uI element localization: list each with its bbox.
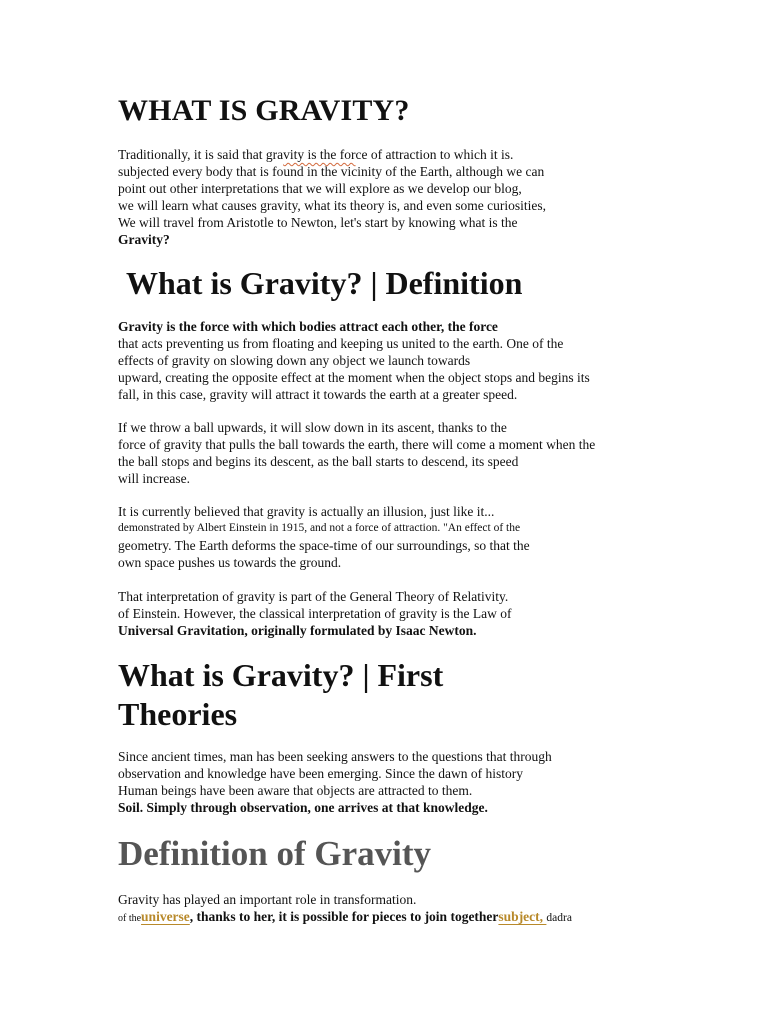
text-line: That interpretation of gravity is part of the General Theory of Relativity.: [118, 589, 509, 604]
text-line: effects of gravity on slowing down any object we launch towards: [118, 353, 471, 368]
page-title: WHAT IS GRAVITY?: [118, 94, 410, 127]
text-line: Human beings have been aware that objects are attracted to them.: [118, 783, 473, 798]
text-line: of Einstein. However, the classical interpretation of gravity is the Law of: [118, 606, 512, 621]
text-line: Universal Gravitation, originally formulated by Isaac Newton.: [118, 623, 477, 638]
text-line: geometry. The Earth deforms the space-time of our surroundings, so that the: [118, 538, 530, 553]
text-line: force of gravity that pulls the ball towards the earth, there will come a moment when the: [118, 437, 596, 452]
intro-line: We will travel from Aristotle to Newton, let's start by knowing what is the: [118, 215, 518, 230]
text-line: demonstrated by Albert Einstein in 1915, and not a force of attraction. "An effect of the: [118, 522, 521, 534]
text-line: Soil. Simply through observation, one arrives at that knowledge.: [118, 800, 488, 815]
text-line: fall, in this case, gravity will attract it towards the earth at a greater speed.: [118, 387, 518, 402]
text-line: Gravity has played an important role in transformation.: [118, 892, 417, 907]
text-line: will increase.: [118, 471, 190, 486]
definition-of-gravity-heading: Definition of Gravity: [118, 834, 432, 873]
text-line: observation and knowledge have been emerging. Since the dawn of history: [118, 766, 524, 781]
text-line: that acts preventing us from floating and keeping us united to the earth. One of the: [118, 336, 564, 351]
text-line: If we throw a ball upwards, it will slow down in its ascent, thanks to the: [118, 420, 507, 435]
text-line: the ball stops and begins its descent, as the ball starts to descend, its speed: [118, 454, 519, 469]
theories-heading: What is Gravity? | First Theories: [118, 657, 444, 732]
intro-line: Traditionally, it is said that gravity is the force of attraction to which it is.: [118, 147, 514, 162]
intro-line: we will learn what causes gravity, what its theory is, and even some curiosities,: [118, 198, 547, 213]
subject-link[interactable]: subject,: [498, 909, 547, 924]
text-line: Gravity is the force with which bodies attract each other, the force: [118, 319, 498, 334]
text-line: own space pushes us towards the ground.: [118, 555, 342, 570]
text-line: Since ancient times, man has been seeking answers to the questions that through: [118, 749, 552, 764]
text-line: of theuniverse, thanks to her, it is possible for pieces to join togethersubject, dadra: [118, 909, 572, 924]
text-line: It is currently believed that gravity is actually an illusion, just like it...: [118, 504, 495, 519]
intro-line: subjected every body that is found in the vicinity of the Earth, although we can: [118, 164, 545, 179]
intro-line: Gravity?: [118, 232, 170, 247]
text-line: upward, creating the opposite effect at the moment when the object stops and begins its: [118, 370, 590, 385]
definition-heading: What is Gravity? | Definition: [126, 265, 523, 301]
spellcheck-word: vity is the for: [283, 147, 356, 162]
universe-link[interactable]: universe: [141, 909, 190, 924]
intro-line: point out other interpretations that we will explore as we develop our blog,: [118, 181, 522, 196]
